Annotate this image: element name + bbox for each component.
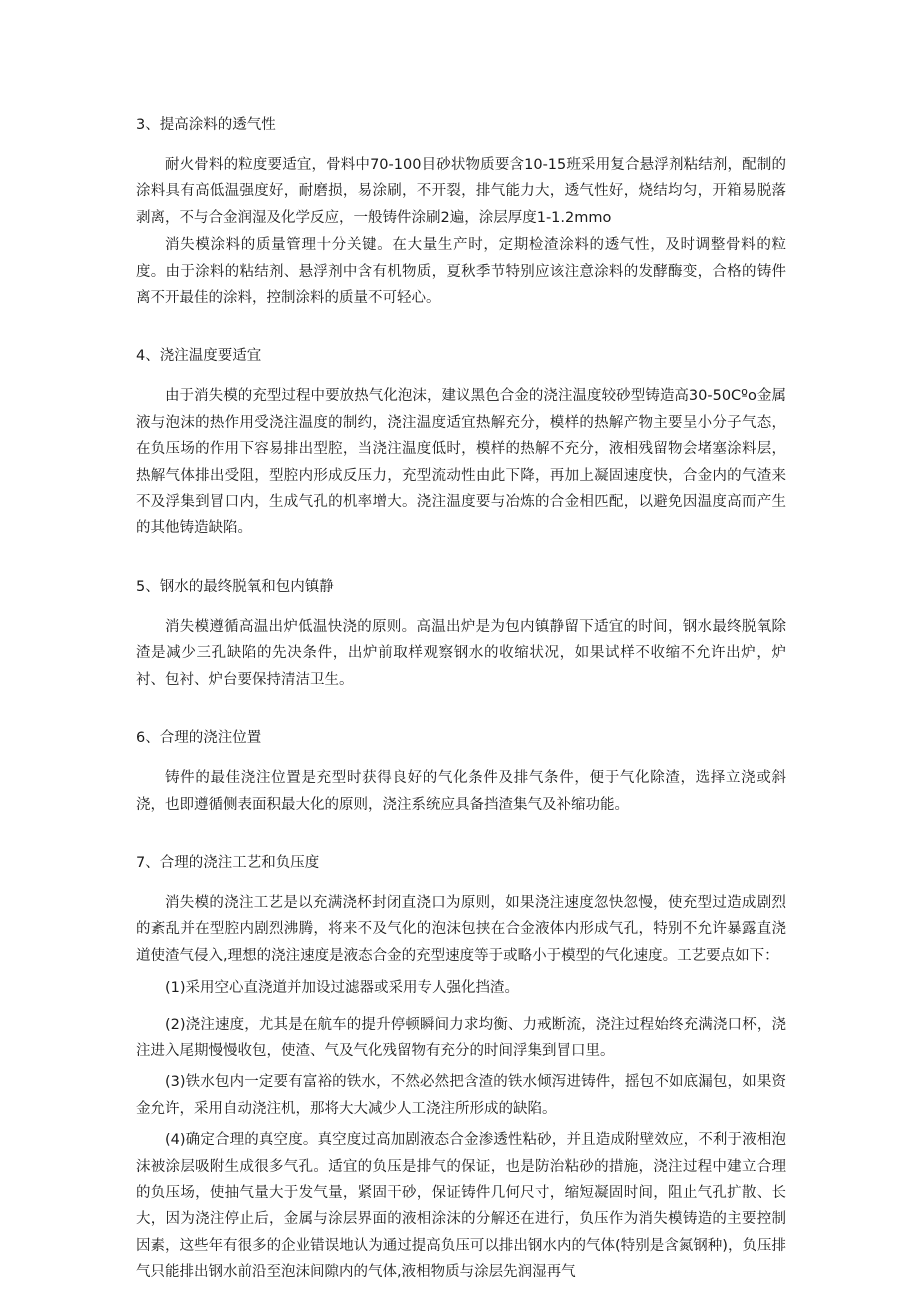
- paragraph: 铸件的最佳浇注位置是充型时获得良好的气化条件及排气条件，便于气化除渣，选择立浇或斜浇，也即遵循侧表面积最大化的原则，浇注系统应具备挡渣集气及补缩功能。: [136, 770, 786, 813]
- list-item: (2)浇注速度，尤其是在航车的提升停顿瞬间力求均衡、力戒断流，浇注过程始终充满浇口杯，浇注进入尾期慢慢收包，使渣、气及气化残留物有充分的时间浮集到冒口里。: [136, 1016, 786, 1059]
- list-item: (3)铁水包内一定要有富裕的铁水，不然必然把含渣的铁水倾泻进铸件，摇包不如底漏包，如果资金允许，采用自动浇注机，那将大大减少人工浇注所形成的缺陷。: [136, 1074, 786, 1117]
- section-6: [136, 725, 786, 818]
- section-4: [136, 343, 786, 541]
- section-heading: 4、浇注温度要适宜: [136, 348, 262, 365]
- paragraph: 消失模涂料的质量管理十分关键。在大量生产时，定期检渣涂料的透气性，及时调整骨料的粒度。由于涂料的粘结剂、悬浮剂中含有机物质，夏秋季节特别应该注意涂料的发酵酶变，合格的铸件离不开最佳的涂料，控制涂料的质量不可轻心。: [136, 237, 786, 307]
- section-5: [136, 574, 786, 693]
- section-heading: 3、提高涂料的透气性: [136, 117, 276, 133]
- paragraph: 消失模遵循高温出炉低温快浇的原则。高温出炉是为包内镇静留下适宜的时间，钢水最终脱氧除渣是减少三孔缺陷的先决条件，出炉前取样观察钢水的收缩状况，如果试样不收缩不允许出炉，炉衬、包衬、炉台要保持清洁卫生。: [136, 618, 786, 688]
- section-7: [136, 850, 786, 1286]
- list-item: (4)确定合理的真空度。真空度过高加剧液态合金渗透性粘砂，并且造成附壁效应，不利于液相泡沫被涂层吸附生成很多气孔。适宜的负压是排气的保证，也是防治粘砂的措施，浇注过程中建立合理的负压场，使抽气量大于发气量，紧固干砂，保证铸件几何尺寸，缩短凝固时间，阻止气孔扩散、长大，因为浇注停止后，金属与涂层界面的液相涂沫的分解还在进行，负压作为消失模铸造的主要控制因素，这些年有很多的企业错误地认为通过提高负压可以排出钢水内的气体(特别是含氮钢种)，负压排气只能排出钢水前沿至泡沫间隙内的气体,液相物质与涂层先润湿再气: [136, 1132, 786, 1281]
- paragraph: 由于消失模的充型过程中要放热气化泡沫，建议黑色合金的浇注温度较砂型铸造高30-50Cºo金属液与泡沫的热作用受浇注温度的制约，浇注温度适宜热解充分，模样的热解产物主要呈小分子气态，在负压场的作用下容易排出型腔，当浇注温度低时，模样的热解不充分，液相残留物会堵塞涂料层，热解气体排出受阻，型腔内形成反压力，充型流动性由此下降，再加上凝固速度快，合金内的气渣来不及浮集到冒口内，生成气孔的机率增大。浇注温度要与冶炼的合金相匹配，以避免因温度高而产生的其他铸造缺陷。: [136, 388, 786, 537]
- document-page: [136, 112, 786, 1291]
- paragraph: 消失模的浇注工艺是以充满浇杯封闭直浇口为原则，如果浇注速度忽快忽慢，使充型过造成剧烈的紊乱并在型腔内剧烈沸腾，将来不及气化的泡沫包挟在合金液体内形成气孔，特别不允许暴露直浇道使渣气侵入,理想的浇注速度是液态合金的充型速度等于或略小于模型的气化速度。工艺要点如下：: [136, 894, 786, 964]
- section-heading: 7、合理的浇注工艺和负压度: [136, 854, 320, 871]
- section-heading: 5、钢水的最终脱氧和包内镇静: [136, 578, 334, 595]
- paragraph: 耐火骨料的粒度要适宜，骨料中70-100目砂状物质要含10-15班采用复合悬浮剂粘结剂，配制的涂料具有高低温强度好，耐磨损，易涂刷，不开裂，排气能力大，透气性好，烧结均匀，开箱易脱落剥离，不与合金润湿及化学反应，一般铸件涂刷2遍，涂层厚度1-1.2mmo: [136, 157, 786, 226]
- section-3: [136, 112, 786, 311]
- section-heading: 6、合理的浇注位置: [136, 730, 262, 747]
- list-item: (1)采用空心直浇道并加设过滤器或采用专人强化挡渣。: [165, 980, 520, 997]
